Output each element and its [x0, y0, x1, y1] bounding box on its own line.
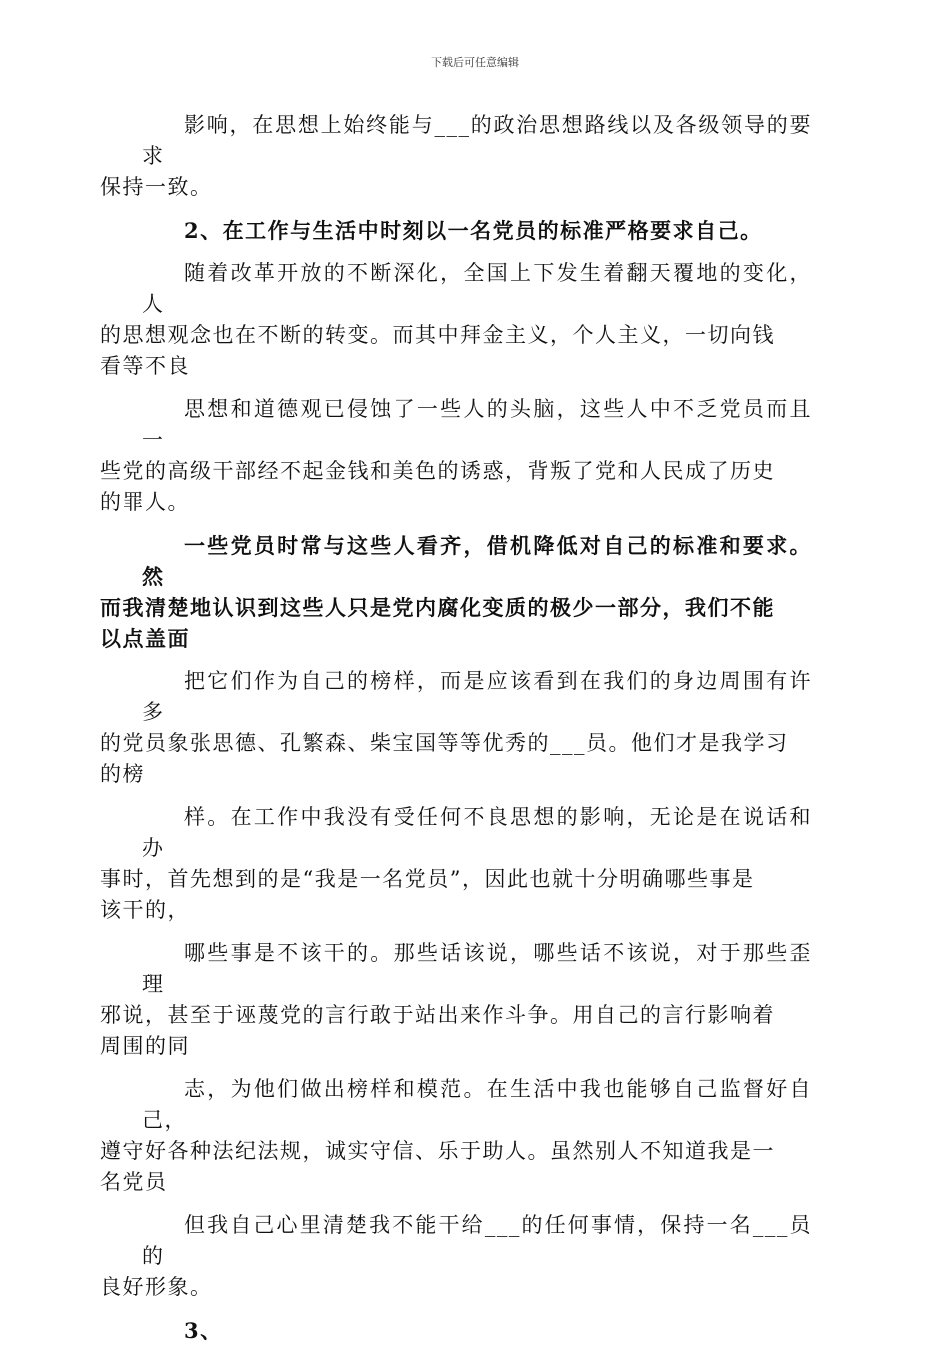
paragraph-line: 把它们作为自己的榜样，而是应该看到在我们的身边周围有许多: [142, 669, 812, 724]
paragraph-line: 邪说，甚至于诬蔑党的言行敢于站出来作斗争。用自己的言行影响着: [100, 1003, 775, 1027]
paragraph-line: 名党员: [100, 1170, 168, 1194]
paragraph-line: 2、在工作与生活中时刻以一名党员的标准严格要求自己。: [184, 218, 763, 243]
paragraph-line: 该干的，: [100, 898, 190, 922]
paragraph-line: 看等不良: [100, 354, 190, 378]
document-body: [100, 110, 812, 1358]
bold-paragraph: [142, 215, 812, 246]
paragraph: [100, 258, 812, 382]
paragraph: [100, 666, 812, 790]
paragraph-line: 的党员象张思德、孔繁森、柴宝国等等优秀的___员。他们才是我学习: [100, 731, 789, 755]
paragraph-line: 随着改革开放的不断深化，全国上下发生着翻天覆地的变化，人: [142, 261, 812, 316]
paragraph-line: 样。在工作中我没有受任何不良思想的影响，无论是在说话和办: [142, 805, 812, 860]
paragraph-line: 哪些事是不该干的。那些话该说，哪些话不该说，对于那些歪理: [142, 941, 812, 996]
paragraph: [100, 802, 812, 926]
page-header: 下载后可任意编辑: [431, 56, 519, 69]
paragraph-line: 影响，在思想上始终能与___的政治思想路线以及各级领导的要求: [142, 113, 812, 168]
paragraph-line: 而我清楚地认识到这些人只是党内腐化变质的极少一部分，我们不能: [100, 595, 775, 620]
paragraph: [100, 1074, 812, 1198]
paragraph: [100, 110, 812, 203]
bold-paragraph: [142, 1315, 812, 1346]
paragraph-line: 的罪人。: [100, 490, 190, 514]
paragraph-line: 良好形象。: [100, 1275, 213, 1299]
paragraph: [100, 938, 812, 1062]
paragraph-line: 遵守好各种法纪法规，诚实守信、乐于助人。虽然别人不知道我是一: [100, 1139, 775, 1163]
paragraph-line: 3、: [184, 1318, 223, 1343]
paragraph-line: 的榜: [100, 762, 145, 786]
paragraph-line: 思想和道德观已侵蚀了一些人的头脑，这些人中不乏党员而且一: [142, 397, 812, 452]
paragraph: [100, 1210, 812, 1303]
paragraph-line: 事时，首先想到的是“我是一名党员”，因此也就十分明确哪些事是: [100, 867, 755, 891]
paragraph: [100, 394, 812, 518]
paragraph-line: 志，为他们做出榜样和模范。在生活中我也能够自己监督好自己，: [142, 1077, 812, 1132]
paragraph-line: 保持一致。: [100, 175, 213, 199]
paragraph-line: 以点盖面: [100, 626, 190, 651]
paragraph-line: 但我自己心里清楚我不能干给___的任何事情，保持一名___员的: [142, 1213, 812, 1268]
paragraph-line: 一些党员时常与这些人看齐，借机降低对自己的标准和要求。然: [142, 533, 812, 589]
paragraph-line: 的思想观念也在不断的转变。而其中拜金主义，个人主义，一切向钱: [100, 323, 775, 347]
paragraph-line: 周围的同: [100, 1034, 190, 1058]
paragraph-line: 些党的高级干部经不起金钱和美色的诱惑，背叛了党和人民成了历史: [100, 459, 775, 483]
bold-paragraph: [100, 530, 812, 654]
